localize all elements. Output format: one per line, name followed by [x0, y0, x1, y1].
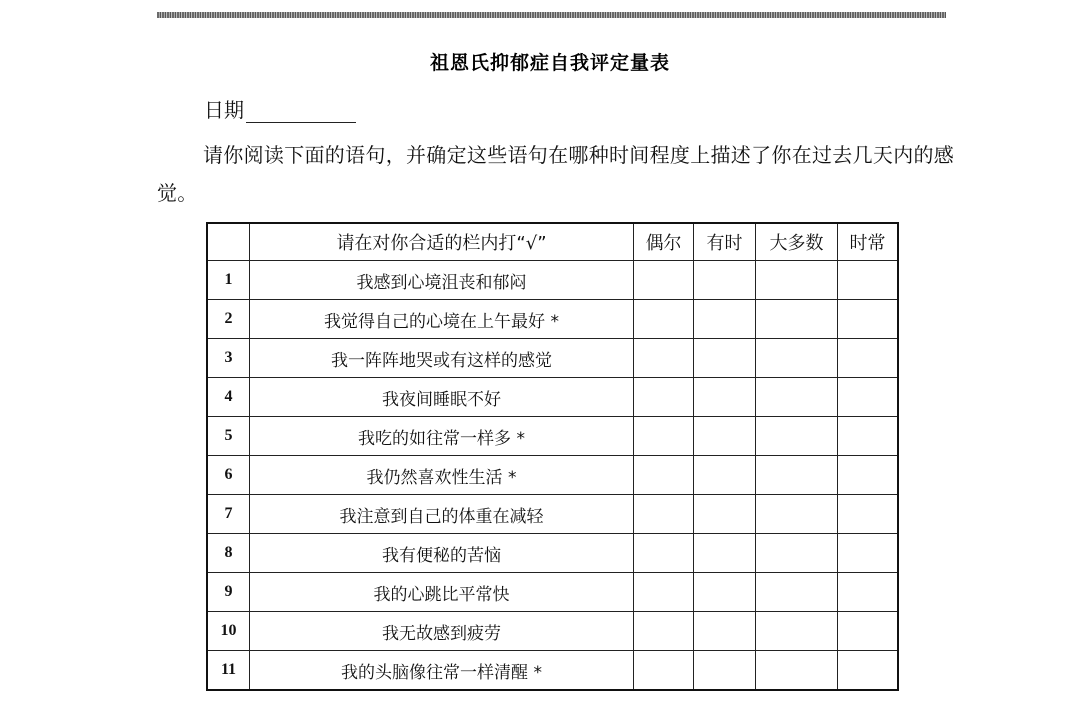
row-item: 我吃的如往常一样多 *	[250, 417, 634, 456]
header-option-mostly: 大多数	[756, 223, 838, 261]
row-number: 4	[207, 378, 250, 417]
date-label: 日期	[204, 98, 244, 122]
check-cell-mostly[interactable]	[756, 612, 838, 651]
row-number: 7	[207, 495, 250, 534]
check-cell-occasionally[interactable]	[634, 573, 694, 612]
table-row	[207, 300, 898, 339]
check-cell-sometimes[interactable]	[694, 456, 756, 495]
row-item: 我的心跳比平常快	[250, 573, 634, 612]
header-option-always: 时常	[838, 223, 899, 261]
table-header-row	[207, 223, 898, 261]
table-row	[207, 534, 898, 573]
check-cell-sometimes[interactable]	[694, 495, 756, 534]
row-number: 1	[207, 261, 250, 300]
check-cell-mostly[interactable]	[756, 456, 838, 495]
check-cell-mostly[interactable]	[756, 573, 838, 612]
check-cell-always[interactable]	[838, 417, 899, 456]
check-cell-occasionally[interactable]	[634, 651, 694, 691]
check-cell-occasionally[interactable]	[634, 339, 694, 378]
row-item: 我感到心境沮丧和郁闷	[250, 261, 634, 300]
check-cell-occasionally[interactable]	[634, 534, 694, 573]
check-cell-always[interactable]	[838, 651, 899, 691]
check-cell-sometimes[interactable]	[694, 378, 756, 417]
check-cell-always[interactable]	[838, 612, 899, 651]
date-field	[204, 94, 356, 123]
check-cell-sometimes[interactable]	[694, 300, 756, 339]
check-cell-sometimes[interactable]	[694, 612, 756, 651]
check-cell-mostly[interactable]	[756, 495, 838, 534]
check-cell-sometimes[interactable]	[694, 261, 756, 300]
header-rule	[157, 12, 946, 18]
table-row	[207, 339, 898, 378]
row-number: 6	[207, 456, 250, 495]
table-row	[207, 261, 898, 300]
check-cell-mostly[interactable]	[756, 417, 838, 456]
check-cell-always[interactable]	[838, 534, 899, 573]
table-row	[207, 495, 898, 534]
row-item: 我有便秘的苦恼	[250, 534, 634, 573]
row-number: 8	[207, 534, 250, 573]
check-cell-always[interactable]	[838, 261, 899, 300]
check-cell-mostly[interactable]	[756, 534, 838, 573]
row-number: 5	[207, 417, 250, 456]
check-cell-mostly[interactable]	[756, 651, 838, 691]
check-cell-sometimes[interactable]	[694, 573, 756, 612]
check-cell-always[interactable]	[838, 495, 899, 534]
document-title: 祖恩氏抑郁症自我评定量表	[429, 52, 670, 74]
check-cell-mostly[interactable]	[756, 339, 838, 378]
check-cell-occasionally[interactable]	[634, 378, 694, 417]
header-option-occasionally: 偶尔	[634, 223, 694, 261]
header-item: 请在对你合适的栏内打“√”	[250, 223, 634, 261]
table-row	[207, 612, 898, 651]
check-cell-sometimes[interactable]	[694, 534, 756, 573]
row-number: 11	[207, 651, 250, 691]
row-item: 我觉得自己的心境在上午最好 *	[250, 300, 634, 339]
check-cell-occasionally[interactable]	[634, 612, 694, 651]
check-cell-occasionally[interactable]	[634, 300, 694, 339]
row-item: 我一阵阵地哭或有这样的感觉	[250, 339, 634, 378]
check-cell-occasionally[interactable]	[634, 456, 694, 495]
date-input-blank[interactable]	[246, 102, 356, 123]
check-cell-sometimes[interactable]	[694, 651, 756, 691]
check-cell-always[interactable]	[838, 573, 899, 612]
check-cell-always[interactable]	[838, 456, 899, 495]
table-row	[207, 378, 898, 417]
table-row	[207, 651, 898, 691]
row-item: 我仍然喜欢性生活 *	[250, 456, 634, 495]
table-row	[207, 417, 898, 456]
check-cell-always[interactable]	[838, 378, 899, 417]
check-cell-always[interactable]	[838, 300, 899, 339]
header-option-sometimes: 有时	[694, 223, 756, 261]
row-number: 10	[207, 612, 250, 651]
check-cell-mostly[interactable]	[756, 378, 838, 417]
row-number: 2	[207, 300, 250, 339]
rating-table	[206, 222, 899, 691]
check-cell-occasionally[interactable]	[634, 261, 694, 300]
check-cell-mostly[interactable]	[756, 300, 838, 339]
row-number: 9	[207, 573, 250, 612]
check-cell-mostly[interactable]	[756, 261, 838, 300]
row-number: 3	[207, 339, 250, 378]
row-item: 我夜间睡眠不好	[250, 378, 634, 417]
row-item: 我注意到自己的体重在减轻	[250, 495, 634, 534]
check-cell-sometimes[interactable]	[694, 339, 756, 378]
check-cell-occasionally[interactable]	[634, 417, 694, 456]
check-cell-occasionally[interactable]	[634, 495, 694, 534]
check-cell-always[interactable]	[838, 339, 899, 378]
instructions-text: 请你阅读下面的语句，并确定这些语句在哪种时间程度上描述了你在过去几天内的感觉。	[157, 143, 955, 205]
table-row	[207, 456, 898, 495]
row-item: 我无故感到疲劳	[250, 612, 634, 651]
check-cell-sometimes[interactable]	[694, 417, 756, 456]
table-row	[207, 573, 898, 612]
header-number	[207, 223, 250, 261]
row-item: 我的头脑像往常一样清醒 *	[250, 651, 634, 691]
